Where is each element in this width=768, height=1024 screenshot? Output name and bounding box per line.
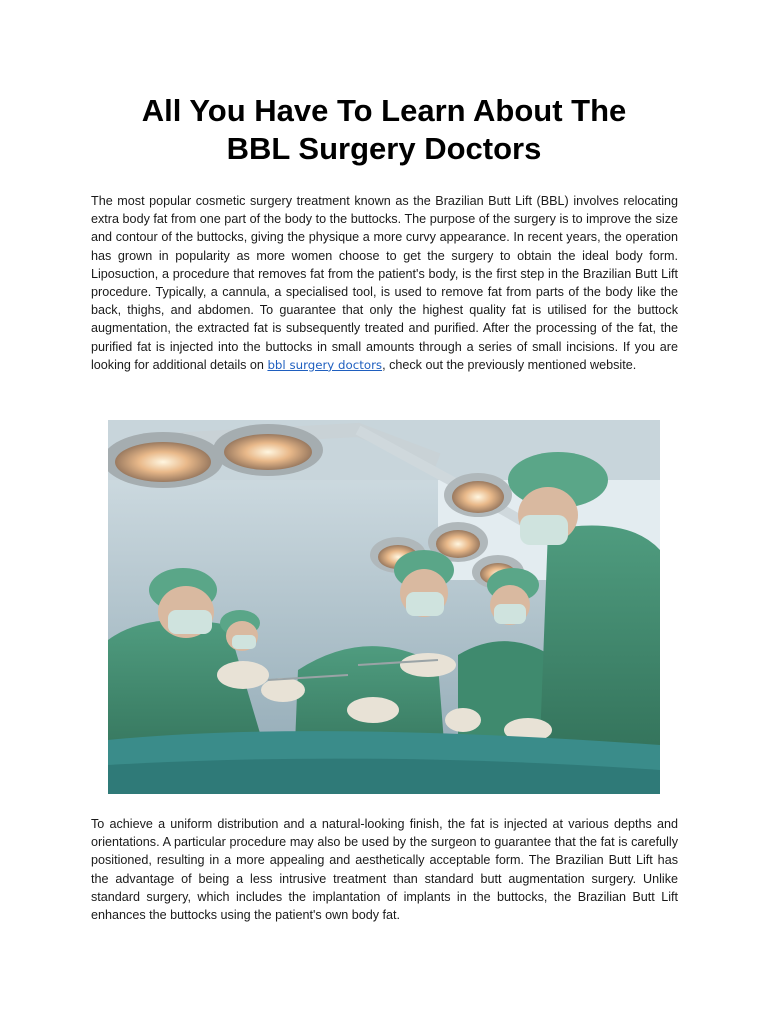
title-line-2: BBL Surgery Doctors [226,131,542,166]
title-line-1: All You Have To Learn About The [141,93,627,128]
intro-text: The most popular cosmetic surgery treatment known as the Brazilian Butt Lift (BBL) involves relocating extra body fat from one part of the body to the buttocks. The purpose of the surgery is to improve the size and contour of the buttocks, giving the physique a more curvy appearance. In recent years, the operation has grown in popularity as more women choose to get the surgery to obtain the ideal body form. Liposuction, a procedure that removes fat from the patient's body, is the first step in the Brazilian Butt Lift procedure. Typically, a cannula, a specialised tool, is used to remove fat from parts of the body like the back, thighs, and abdomen. To guarantee that only the highest quality fat is utilised for the buttock augmentation, the extracted fat is subsequently treated and purified. After the processing of the fat, the purified fat is injected into the buttocks in small amounts through a series of small incisions. If you are looking for additional details on [91,194,678,372]
page-title [0,92,768,168]
bbl-surgery-doctors-link[interactable]: bbl surgery doctors [267,357,383,372]
second-paragraph: To achieve a uniform distribution and a natural-looking finish, the fat is injected at various depths and orientations. A particular procedure may also be used by the surgeon to guarantee that the fat is carefully positioned, resulting in a more appealing and aesthetically acceptable form. The Brazilian Butt Lift has the advantage of being a less intrusive treatment than standard butt augmentation surgery. Unlike standard surgery, which includes the implantation of implants in the buttocks, the Brazilian Butt Lift enhances the buttocks using the patient's own body fat. [91,817,678,923]
intro-paragraph [91,192,678,374]
surgery-team-photo [108,420,660,794]
intro-text-end: , check out the previously mentioned website. [382,357,637,372]
